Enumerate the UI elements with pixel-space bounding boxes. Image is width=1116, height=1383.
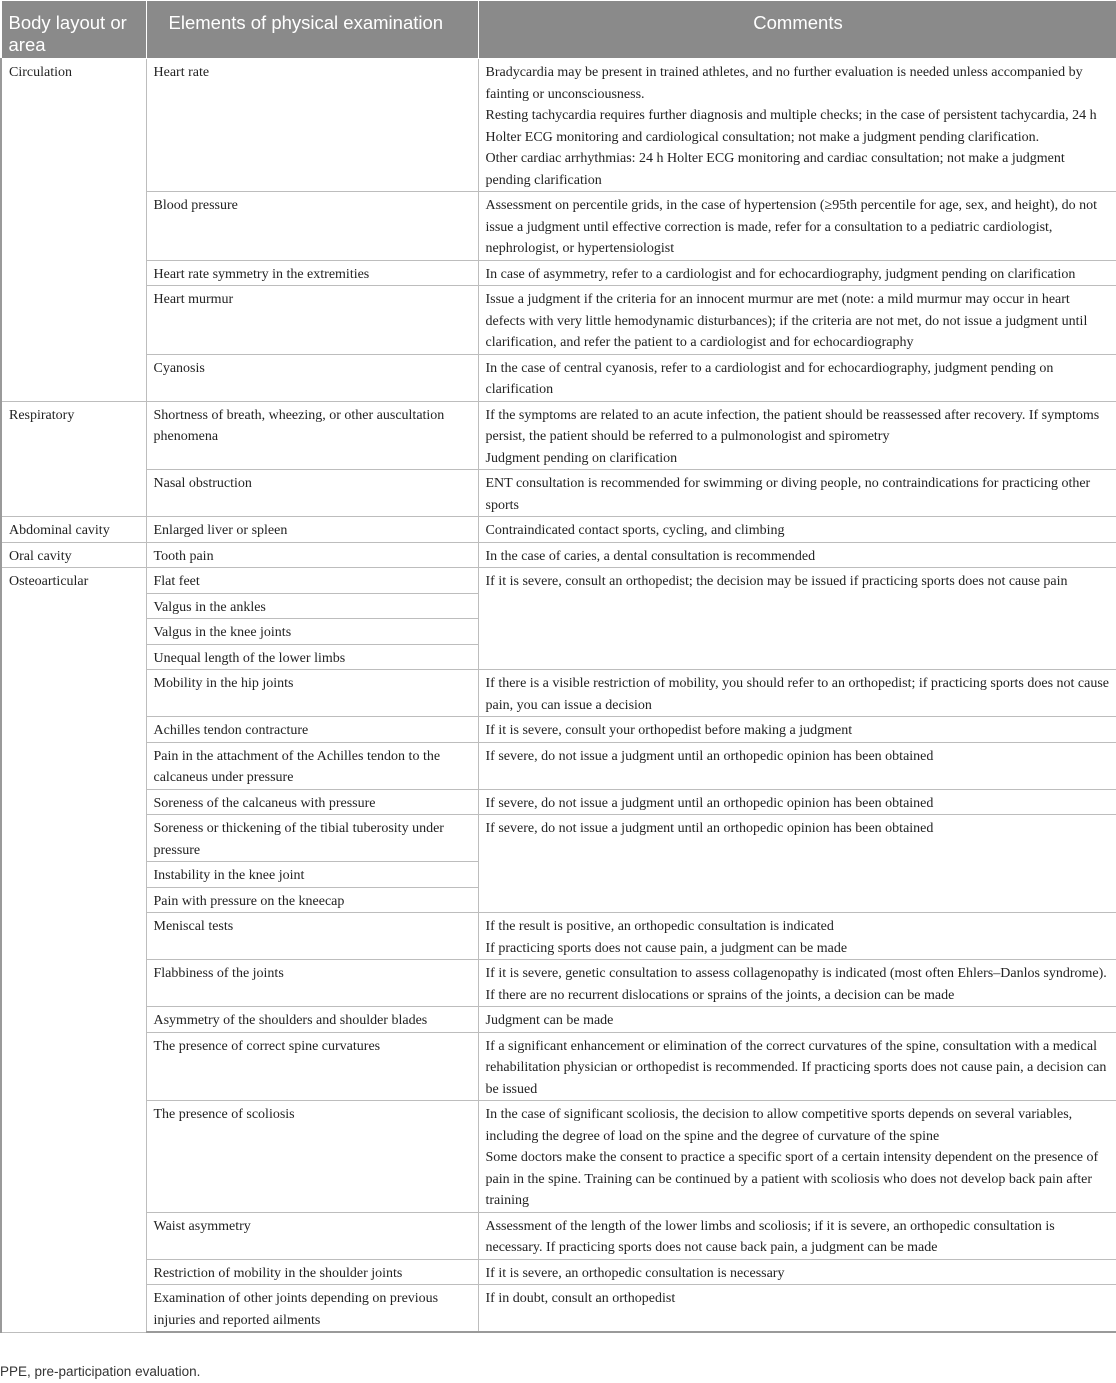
comment-cell: If severe, do not issue a judgment until an orthopedic opinion has been obtained [478, 789, 1116, 815]
comment-cell: If a significant enhancement or elimination of the correct curvatures of the spine, consultation with a medical rehabilitation physician or orthopedist is recommended. If practicing sports does not cause pain, a decision can be issued [478, 1032, 1116, 1101]
comment-line: Other cardiac arrhythmias: 24 h Holter ECG monitoring and cardiac consultation; not make a judgment pending clarification [485, 151, 1065, 188]
element-cell: Valgus in the knee joints [146, 619, 478, 645]
element-cell: Soreness of the calcaneus with pressure [146, 789, 478, 815]
table-row [1, 1101, 1116, 1213]
comment-cell [478, 1101, 1116, 1213]
table-row [1, 717, 1116, 743]
comment-cell: If it is severe, an orthopedic consultation is necessary [478, 1259, 1116, 1285]
area-circulation: Circulation [1, 59, 146, 402]
element-cell: Nasal obstruction [146, 470, 478, 517]
comment-cell: In the case of central cyanosis, refer to a cardiologist and for echocardiography, judgment pending on clarification [478, 354, 1116, 401]
comment-line: Some doctors make the consent to practice a specific sport of a certain intensity dependent on the presence of pain in the spine. Training can be continued by a patient with scoliosis who does not develop back pain after training [485, 1150, 1099, 1208]
element-cell: Instability in the knee joint [146, 862, 478, 888]
table-row [1, 789, 1116, 815]
table-row [1, 1007, 1116, 1033]
element-cell: Asymmetry of the shoulders and shoulder blades [146, 1007, 478, 1033]
comment-cell: Contraindicated contact sports, cycling, and climbing [478, 517, 1116, 543]
table-row [1, 59, 1116, 192]
comment-cell [478, 59, 1116, 192]
table-row [1, 470, 1116, 517]
element-cell: Unequal length of the lower limbs [146, 644, 478, 670]
element-cell: Pain with pressure on the kneecap [146, 887, 478, 913]
element-cell: Meniscal tests [146, 913, 478, 960]
comment-line: Resting tachycardia requires further diagnosis and multiple checks; in the case of persistent tachycardia, 24 h Holter ECG monitoring and cardiological consultation; not make a judgment pending clarification. [485, 108, 1097, 145]
comment-line: If the symptoms are related to an acute infection, the patient should be reassessed after recovery. If symptoms persist, the patient should be referred to a pulmonologist and spirometry [485, 407, 1100, 444]
comment-cell: Judgment can be made [478, 1007, 1116, 1033]
comment-line: If the result is positive, an orthopedic consultation is indicated [485, 919, 834, 934]
element-cell: Valgus in the ankles [146, 593, 478, 619]
element-cell: Heart murmur [146, 286, 478, 355]
comment-cell: If in doubt, consult an orthopedist [478, 1285, 1116, 1333]
element-cell: Blood pressure [146, 192, 478, 261]
element-cell: Examination of other joints depending on previous injuries and reported ailments [146, 1285, 478, 1333]
element-cell: Heart rate symmetry in the extremities [146, 260, 478, 286]
table-row [1, 1212, 1116, 1259]
element-cell: Flabbiness of the joints [146, 960, 478, 1007]
table-row [1, 517, 1116, 543]
element-cell: Heart rate [146, 59, 478, 192]
comment-cell: If it is severe, consult your orthopedist before making a judgment [478, 717, 1116, 743]
table-row [1, 401, 1116, 470]
element-cell: The presence of scoliosis [146, 1101, 478, 1213]
element-cell: Waist asymmetry [146, 1212, 478, 1259]
comment-cell: If there is a visible restriction of mobility, you should refer to an orthopedist; if practicing sports does not cause pain, you can issue a decision [478, 670, 1116, 717]
element-cell: Mobility in the hip joints [146, 670, 478, 717]
element-cell: Pain in the attachment of the Achilles tendon to the calcaneus under pressure [146, 742, 478, 789]
table-row [1, 960, 1116, 1007]
element-cell: Enlarged liver or spleen [146, 517, 478, 543]
table-row [1, 1259, 1116, 1285]
element-cell: The presence of correct spine curvatures [146, 1032, 478, 1101]
area-oral: Oral cavity [1, 542, 146, 568]
comment-line: Judgment pending on clarification [485, 450, 678, 466]
table-row [1, 815, 1116, 862]
comment-line: If practicing sports does not cause pain, a judgment can be made [485, 940, 848, 956]
area-abdominal: Abdominal cavity [1, 517, 146, 543]
table-row [1, 670, 1116, 717]
comment-cell [478, 913, 1116, 960]
element-cell: Tooth pain [146, 542, 478, 568]
table-row [1, 1032, 1116, 1101]
table-row [1, 1285, 1116, 1333]
comment-cell: If severe, do not issue a judgment until an orthopedic opinion has been obtained [478, 742, 1116, 789]
area-osteoarticular: Osteoarticular [1, 568, 146, 1333]
element-cell: Flat feet [146, 568, 478, 594]
element-cell: Restriction of mobility in the shoulder joints [146, 1259, 478, 1285]
table-row [1, 913, 1116, 960]
comment-cell: Assessment on percentile grids, in the case of hypertension (≥95th percentile for age, sex, and height), do not issue a judgment until effective correction is made, refer for a consultation to a pediatric cardiologist, nephrologist, or hypertensiologist [478, 192, 1116, 261]
header-elements: Elements of physical examination [146, 1, 478, 59]
area-respiratory: Respiratory [1, 401, 146, 517]
table-row [1, 286, 1116, 355]
comment-cell: If severe, do not issue a judgment until an orthopedic opinion has been obtained [478, 815, 1116, 913]
comment-cell: In case of asymmetry, refer to a cardiologist and for echocardiography, judgment pending on clarification [478, 260, 1116, 286]
comment-cell: Assessment of the length of the lower limbs and scoliosis; if it is severe, an orthopedic consultation is necessary. If practicing sports does not cause back pain, a judgment can be made [478, 1212, 1116, 1259]
table-header-row [1, 1, 1116, 59]
table-row [1, 354, 1116, 401]
table-footnote: PPE, pre-participation evaluation. [0, 1364, 201, 1379]
comment-cell: ENT consultation is recommended for swimming or diving people, no contraindications for practicing other sports [478, 470, 1116, 517]
header-body-area: Body layout or area [1, 1, 146, 59]
comment-cell: Issue a judgment if the criteria for an innocent murmur are met (note: a mild murmur may occur in heart defects with very little hemodynamic disturbances); if the criteria are not met, do not issue a judgment until clarification, and refer the patient to a cardiologist and for echocardiography [478, 286, 1116, 355]
comment-line: Bradycardia may be present in trained athletes, and no further evaluation is needed unless accompanied by fainting or unconsciousness. [485, 65, 1083, 102]
table-row [1, 192, 1116, 261]
comment-cell [478, 401, 1116, 470]
table-row [1, 568, 1116, 594]
element-cell: Shortness of breath, wheezing, or other auscultation phenomena [146, 401, 478, 470]
element-cell: Achilles tendon contracture [146, 717, 478, 743]
table-row [1, 742, 1116, 789]
comment-cell: If it is severe, genetic consultation to assess collagenopathy is indicated (most often Ehlers–Danlos syndrome). If there are no recurrent dislocations or sprains of the joints, a decision can be made [478, 960, 1116, 1007]
table-row [1, 542, 1116, 568]
comment-line: In the case of significant scoliosis, the decision to allow competitive sports depends on several variables, including the degree of load on the spine and the degree of curvature of the spine [485, 1107, 1073, 1144]
comment-cell: In the case of caries, a dental consultation is recommended [478, 542, 1116, 568]
table-row [1, 260, 1116, 286]
comment-cell: If it is severe, consult an orthopedist; the decision may be issued if practicing sports does not cause pain [478, 568, 1116, 670]
element-cell: Soreness or thickening of the tibial tuberosity under pressure [146, 815, 478, 862]
element-cell: Cyanosis [146, 354, 478, 401]
header-comments: Comments [478, 1, 1116, 59]
